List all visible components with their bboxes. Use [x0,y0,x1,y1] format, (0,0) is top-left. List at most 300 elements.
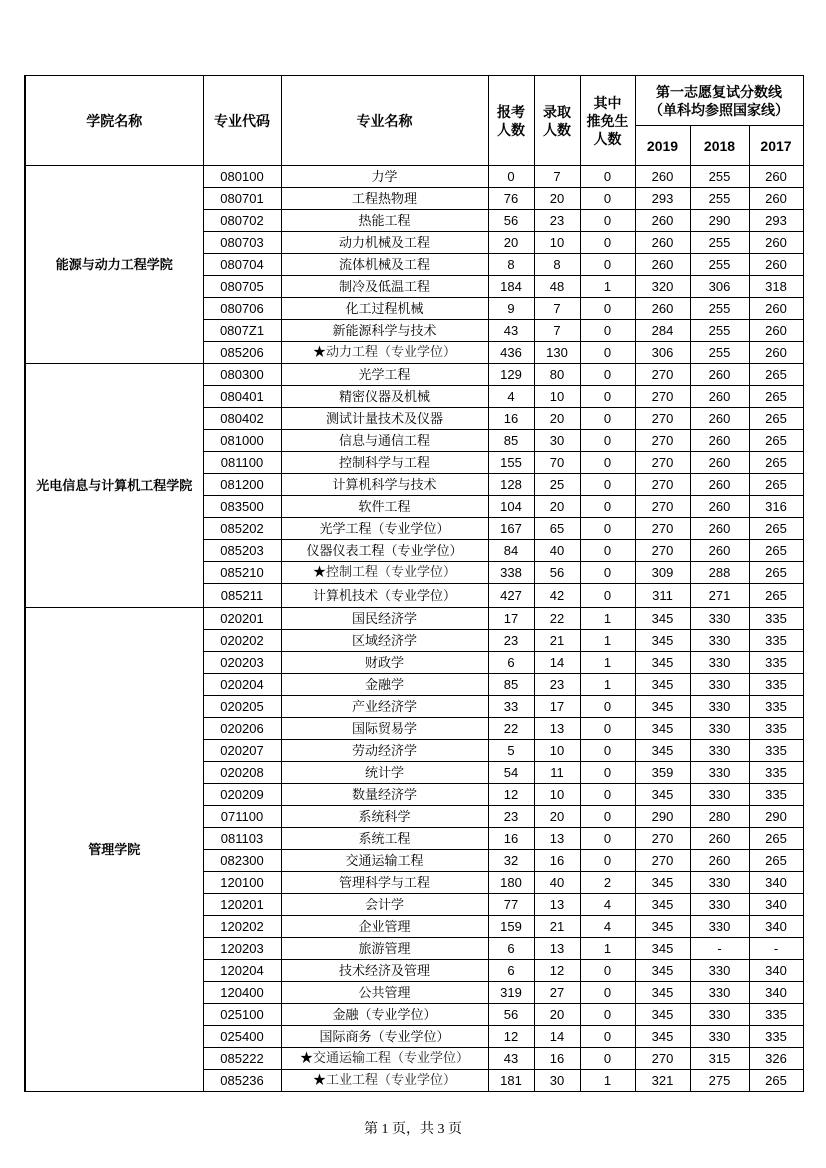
cell-s2018: 330 [690,674,749,696]
cell-s2017: 335 [749,630,803,652]
cell-applicants: 155 [488,452,534,474]
cell-s2017: 340 [749,960,803,982]
cell-s2017: 335 [749,674,803,696]
cell-s2018: 330 [690,608,749,630]
cell-applicants: 77 [488,894,534,916]
major-name: 计算机技术（专业学位） [312,587,456,603]
cell-admitted: 20 [534,1004,580,1026]
cell-s2019: 309 [635,562,690,584]
cell-s2019: 270 [635,828,690,850]
major-name-cell [281,430,488,452]
cell-exempt: 0 [580,850,635,872]
cell-s2018: 330 [690,872,749,894]
cell-admitted: 80 [534,364,580,386]
header-college [25,76,203,166]
major-code: 025100 [203,1004,281,1026]
cell-exempt: 0 [580,518,635,540]
major-code: 083500 [203,496,281,518]
cell-admitted: 16 [534,1048,580,1070]
cell-admitted: 56 [534,562,580,584]
major-code: 0807Z1 [203,320,281,342]
cell-s2019: 284 [635,320,690,342]
cell-s2019: 345 [635,1026,690,1048]
cell-applicants: 0 [488,166,534,188]
cell-s2019: 345 [635,674,690,696]
cell-s2019: 270 [635,452,690,474]
major-name: 交通运输工程（专业学位） [313,1050,470,1066]
major-code: 085202 [203,518,281,540]
header-score-line2: （单科均参照国家线） [649,101,789,118]
major-code: 020206 [203,718,281,740]
cell-s2018: 330 [690,630,749,652]
table-body [25,166,803,1092]
cell-applicants: 22 [488,718,534,740]
major-name-cell [281,828,488,850]
cell-applicants: 12 [488,1026,534,1048]
cell-s2019: 270 [635,364,690,386]
cell-applicants: 338 [488,562,534,584]
table-row [25,364,803,386]
major-name: 国际贸易学 [351,720,417,736]
cell-applicants: 43 [488,1048,534,1070]
major-code: 120201 [203,894,281,916]
major-name: 精密仪器及机械 [338,388,430,404]
cell-s2017: 265 [749,1070,803,1092]
cell-applicants: 32 [488,850,534,872]
cell-exempt: 0 [580,430,635,452]
cell-exempt: 1 [580,652,635,674]
cell-s2018: 330 [690,960,749,982]
cell-applicants: 181 [488,1070,534,1092]
major-name: 公共管理 [358,984,411,1000]
cell-s2018: 330 [690,652,749,674]
major-name: 产业经济学 [351,698,417,714]
cell-applicants: 85 [488,674,534,696]
cell-exempt: 0 [580,1026,635,1048]
header-code [203,76,281,166]
major-name-cell [281,298,488,320]
major-name-cell [281,276,488,298]
cell-s2019: 345 [635,784,690,806]
header-exempt-line3: 人数 [593,130,622,147]
cell-s2018: 255 [690,298,749,320]
cell-s2018: 330 [690,762,749,784]
cell-s2019: 306 [635,342,690,364]
cell-s2017: 335 [749,608,803,630]
cell-admitted: 13 [534,828,580,850]
major-name: 统计学 [364,764,404,780]
major-name: 技术经济及管理 [338,962,430,978]
cell-exempt: 1 [580,630,635,652]
cell-s2019: 270 [635,540,690,562]
cell-admitted: 10 [534,386,580,408]
cell-s2019: 290 [635,806,690,828]
major-name: 新能源科学与技术 [332,322,437,338]
cell-applicants: 43 [488,320,534,342]
major-name-cell [281,938,488,960]
cell-exempt: 4 [580,916,635,938]
cell-exempt: 0 [580,584,635,608]
major-code: 080401 [203,386,281,408]
cell-s2019: 260 [635,254,690,276]
major-name: 控制工程（专业学位） [326,564,457,580]
cell-s2018: 288 [690,562,749,584]
major-name-cell [281,652,488,674]
cell-s2018: 260 [690,430,749,452]
cell-applicants: 128 [488,474,534,496]
cell-s2018: 330 [690,894,749,916]
cell-s2017: 340 [749,894,803,916]
header-code-label: 专业代码 [214,112,270,129]
major-name-cell [281,408,488,430]
cell-admitted: 10 [534,232,580,254]
cell-s2018: 255 [690,254,749,276]
cell-s2018: 255 [690,320,749,342]
cell-s2017: 260 [749,254,803,276]
header-exempt [580,76,635,166]
major-name: 国际商务（专业学位） [319,1028,450,1044]
cell-admitted: 8 [534,254,580,276]
cell-s2017: 265 [749,452,803,474]
major-code: 080300 [203,364,281,386]
major-name-cell [281,894,488,916]
cell-s2019: 260 [635,298,690,320]
cell-s2018: 306 [690,276,749,298]
major-name: 国民经济学 [351,610,417,626]
major-name: 财政学 [364,654,404,670]
cell-s2019: 270 [635,518,690,540]
cell-applicants: 16 [488,828,534,850]
cell-s2019: 270 [635,850,690,872]
major-name-cell [281,210,488,232]
cell-s2018: 255 [690,188,749,210]
cell-applicants: 427 [488,584,534,608]
college-name-cell [25,364,203,608]
cell-s2018: 275 [690,1070,749,1092]
page-footer: 第 1 页，共 3 页 [364,1122,462,1137]
cell-s2019: 345 [635,960,690,982]
cell-s2018: 330 [690,1026,749,1048]
cell-s2018: 330 [690,784,749,806]
major-code: 081000 [203,430,281,452]
cell-exempt: 0 [580,496,635,518]
cell-s2019: 345 [635,894,690,916]
header-applicants [488,76,534,166]
cell-applicants: 12 [488,784,534,806]
cell-admitted: 70 [534,452,580,474]
cell-applicants: 17 [488,608,534,630]
major-code: 085236 [203,1070,281,1092]
cell-s2017: 265 [749,474,803,496]
cell-exempt: 0 [580,718,635,740]
major-name-cell [281,696,488,718]
college-name-cell [25,166,203,364]
cell-s2017: 293 [749,210,803,232]
major-name: 金融学 [364,676,404,692]
cell-s2017: 326 [749,1048,803,1070]
cell-admitted: 13 [534,894,580,916]
cell-s2019: 270 [635,430,690,452]
cell-admitted: 14 [534,1026,580,1048]
cell-s2019: 260 [635,166,690,188]
cell-s2018: 260 [690,474,749,496]
cell-exempt: 0 [580,452,635,474]
major-code: 085211 [203,584,281,608]
cell-applicants: 180 [488,872,534,894]
cell-applicants: 20 [488,232,534,254]
cell-s2019: 270 [635,386,690,408]
major-code: 020207 [203,740,281,762]
major-name-cell [281,762,488,784]
cell-s2019: 345 [635,652,690,674]
cell-exempt: 0 [580,364,635,386]
cell-applicants: 104 [488,496,534,518]
cell-s2017: 290 [749,806,803,828]
cell-s2018: 271 [690,584,749,608]
cell-s2018: 290 [690,210,749,232]
major-name-cell [281,342,488,364]
header-major-label: 专业名称 [356,112,413,129]
cell-s2017: 316 [749,496,803,518]
major-code: 120204 [203,960,281,982]
cell-admitted: 27 [534,982,580,1004]
cell-applicants: 5 [488,740,534,762]
major-name-cell [281,1004,488,1026]
cell-s2018: 260 [690,496,749,518]
cell-s2019: 270 [635,474,690,496]
major-code: 080703 [203,232,281,254]
cell-admitted: 7 [534,298,580,320]
major-name-cell [281,254,488,276]
college-name: 管理学院 [88,841,141,857]
major-name: 控制科学与工程 [338,454,430,470]
major-code: 080100 [203,166,281,188]
major-name-cell [281,496,488,518]
cell-exempt: 0 [580,762,635,784]
header-exempt-line2: 推免生 [586,112,629,129]
cell-s2019: 321 [635,1070,690,1092]
major-code: 120202 [203,916,281,938]
cell-s2019: 260 [635,210,690,232]
star-icon: ★ [312,1072,326,1088]
cell-s2017: 318 [749,276,803,298]
cell-exempt: 0 [580,1048,635,1070]
cell-s2017: 335 [749,762,803,784]
major-name-cell [281,960,488,982]
major-code: 120100 [203,872,281,894]
cell-admitted: 40 [534,872,580,894]
major-name: 企业管理 [358,918,411,934]
cell-s2018: - [690,938,749,960]
major-name: 管理科学与工程 [338,874,430,890]
cell-s2018: 280 [690,806,749,828]
header-admitted-line2: 人数 [543,121,571,138]
header-major [281,76,488,166]
cell-s2017: 335 [749,696,803,718]
major-name-cell [281,474,488,496]
cell-s2018: 260 [690,386,749,408]
major-name: 区域经济学 [351,632,417,648]
cell-s2017: 340 [749,982,803,1004]
cell-s2018: 260 [690,364,749,386]
major-name-cell [281,232,488,254]
cell-s2017: 265 [749,364,803,386]
major-name-cell [281,584,488,608]
cell-exempt: 0 [580,982,635,1004]
cell-exempt: 0 [580,210,635,232]
cell-applicants: 56 [488,210,534,232]
cell-s2018: 260 [690,828,749,850]
cell-admitted: 11 [534,762,580,784]
cell-admitted: 22 [534,608,580,630]
major-name: 劳动经济学 [351,742,417,758]
header-year-2019: 2019 [635,126,690,166]
cell-s2017: 260 [749,342,803,364]
major-name: 动力机械及工程 [338,234,430,250]
cell-applicants: 6 [488,960,534,982]
cell-exempt: 0 [580,188,635,210]
major-code: 020205 [203,696,281,718]
major-name-cell [281,718,488,740]
header-score-line1: 第一志愿复试分数线 [656,83,782,100]
college-name: 能源与动力工程学院 [55,256,173,272]
cell-applicants: 129 [488,364,534,386]
major-code: 080701 [203,188,281,210]
cell-exempt: 0 [580,1004,635,1026]
cell-admitted: 23 [534,210,580,232]
major-name-cell [281,806,488,828]
major-name-cell [281,872,488,894]
cell-s2018: 260 [690,518,749,540]
cell-admitted: 21 [534,916,580,938]
cell-applicants: 319 [488,982,534,1004]
major-name: 工业工程（专业学位） [326,1072,457,1088]
major-name: 系统工程 [358,830,411,846]
major-name: 系统科学 [358,808,411,824]
cell-s2018: 255 [690,342,749,364]
cell-exempt: 4 [580,894,635,916]
major-name-cell [281,320,488,342]
cell-s2017: 265 [749,518,803,540]
cell-exempt: 0 [580,254,635,276]
cell-s2017: 260 [749,298,803,320]
cell-s2019: 345 [635,718,690,740]
cell-s2019: 270 [635,1048,690,1070]
major-name-cell [281,608,488,630]
cell-s2017: 260 [749,232,803,254]
cell-applicants: 6 [488,938,534,960]
major-name-cell [281,1026,488,1048]
major-code: 085222 [203,1048,281,1070]
cell-exempt: 0 [580,386,635,408]
cell-s2018: 260 [690,452,749,474]
cell-exempt: 0 [580,960,635,982]
cell-admitted: 12 [534,960,580,982]
cell-s2017: 265 [749,584,803,608]
cell-applicants: 9 [488,298,534,320]
major-name: 软件工程 [358,498,411,514]
header-score-line [635,76,803,126]
cell-admitted: 20 [534,188,580,210]
cell-s2017: 265 [749,562,803,584]
cell-s2018: 330 [690,718,749,740]
cell-applicants: 436 [488,342,534,364]
cell-admitted: 30 [534,430,580,452]
cell-admitted: 10 [534,784,580,806]
cell-applicants: 84 [488,540,534,562]
cell-s2019: 345 [635,938,690,960]
cell-s2019: 293 [635,188,690,210]
major-name-cell [281,740,488,762]
cell-admitted: 20 [534,408,580,430]
cell-s2017: 265 [749,828,803,850]
major-name-cell [281,630,488,652]
cell-s2017: 335 [749,718,803,740]
cell-s2017: 260 [749,166,803,188]
header-applicants-line2: 人数 [497,121,525,138]
table-header [25,76,803,166]
major-name: 金融（专业学位） [332,1006,437,1022]
cell-s2018: 255 [690,166,749,188]
major-name: 工程热物理 [351,190,417,206]
cell-exempt: 0 [580,784,635,806]
header-year-2018: 2018 [690,126,749,166]
cell-s2017: 260 [749,320,803,342]
cell-exempt: 2 [580,872,635,894]
major-name: 动力工程（专业学位） [326,344,457,360]
major-name-cell [281,540,488,562]
cell-s2019: 260 [635,232,690,254]
cell-admitted: 13 [534,938,580,960]
admission-score-table [24,75,804,1092]
cell-s2017: 340 [749,916,803,938]
cell-s2018: 255 [690,232,749,254]
cell-admitted: 48 [534,276,580,298]
cell-exempt: 0 [580,828,635,850]
cell-admitted: 7 [534,166,580,188]
major-code: 080702 [203,210,281,232]
major-name-cell [281,188,488,210]
major-code: 120203 [203,938,281,960]
header-exempt-line1: 其中 [593,94,622,111]
cell-exempt: 1 [580,608,635,630]
cell-s2018: 330 [690,1004,749,1026]
major-name-cell [281,674,488,696]
major-code: 081103 [203,828,281,850]
cell-exempt: 1 [580,276,635,298]
major-name: 力学 [371,168,398,184]
cell-exempt: 0 [580,166,635,188]
cell-s2017: 335 [749,1026,803,1048]
cell-exempt: 0 [580,342,635,364]
major-name-cell [281,364,488,386]
cell-s2019: 345 [635,1004,690,1026]
cell-s2019: 345 [635,740,690,762]
major-name-cell [281,518,488,540]
cell-s2019: 359 [635,762,690,784]
cell-exempt: 0 [580,298,635,320]
header-admitted [534,76,580,166]
cell-admitted: 7 [534,320,580,342]
major-code: 085206 [203,342,281,364]
cell-s2017: 265 [749,430,803,452]
cell-exempt: 0 [580,806,635,828]
cell-s2019: 345 [635,696,690,718]
cell-admitted: 20 [534,496,580,518]
major-name-cell [281,916,488,938]
cell-s2019: 311 [635,584,690,608]
cell-exempt: 1 [580,674,635,696]
